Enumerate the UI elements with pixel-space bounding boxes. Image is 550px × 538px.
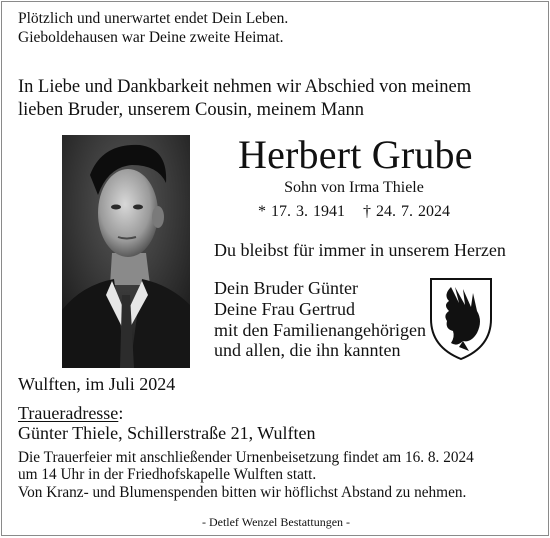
funeral-home-footer: - Detlef Wenzel Bestattungen -: [201, 515, 351, 529]
info-line-2: um 14 Uhr in der Friedhofskapelle Wulften statt.: [18, 466, 317, 484]
address-value: Günter Thiele, Schillerstraße 21, Wulften: [18, 423, 316, 443]
address-label: [18, 403, 123, 424]
mourner-line: Deine Frau Gertrud: [214, 298, 355, 319]
deceased-parent: Sohn von Irma Thiele: [284, 179, 424, 196]
deceased-name: Herbert Grube: [238, 132, 473, 177]
farewell-line-1: In Liebe und Dankbarkeit nehmen wir Abschied von meinem: [18, 77, 472, 97]
birth-date: * 17. 3. 1941: [258, 203, 345, 220]
ceremony-info: [18, 449, 474, 501]
motto: Du bleibst für immer in unserem Herzen: [214, 240, 506, 260]
farewell-line-2: lieben Bruder, unserem Cousin, meinem Mann: [18, 99, 365, 120]
farewell-text: [18, 76, 471, 121]
address-label-text: Traueradresse: [18, 403, 119, 423]
info-line-3: Von Kranz- und Blumenspenden bitten wir höflichst Abstand zu nehmen.: [18, 483, 467, 501]
obituary-notice: [1, 1, 549, 536]
mourner-line: und allen, die ihn kannten: [214, 340, 401, 361]
intro-text: [18, 10, 288, 48]
address-label-colon: :: [118, 403, 124, 423]
place-and-date: Wulften, im Juli 2024: [18, 374, 176, 394]
info-line-1: Die Trauerfeier mit anschließender Urnenbeisetzung findet am 16. 8. 2024: [18, 449, 474, 466]
mourner-line: mit den Familienangehörigen: [214, 319, 426, 340]
portrait-photo: [62, 135, 190, 368]
death-date: † 24. 7. 2024: [363, 203, 450, 220]
intro-line-2: Gieboldehausen war Deine zweite Heimat.: [18, 28, 284, 46]
life-dates: [238, 203, 470, 221]
intro-line-1: Plötzlich und unerwartet endet Dein Leben.: [18, 10, 289, 27]
mourners-list: [214, 279, 426, 362]
mourner-line: Dein Bruder Günter: [214, 278, 358, 298]
eagle-wing-crest-icon: [429, 277, 493, 361]
